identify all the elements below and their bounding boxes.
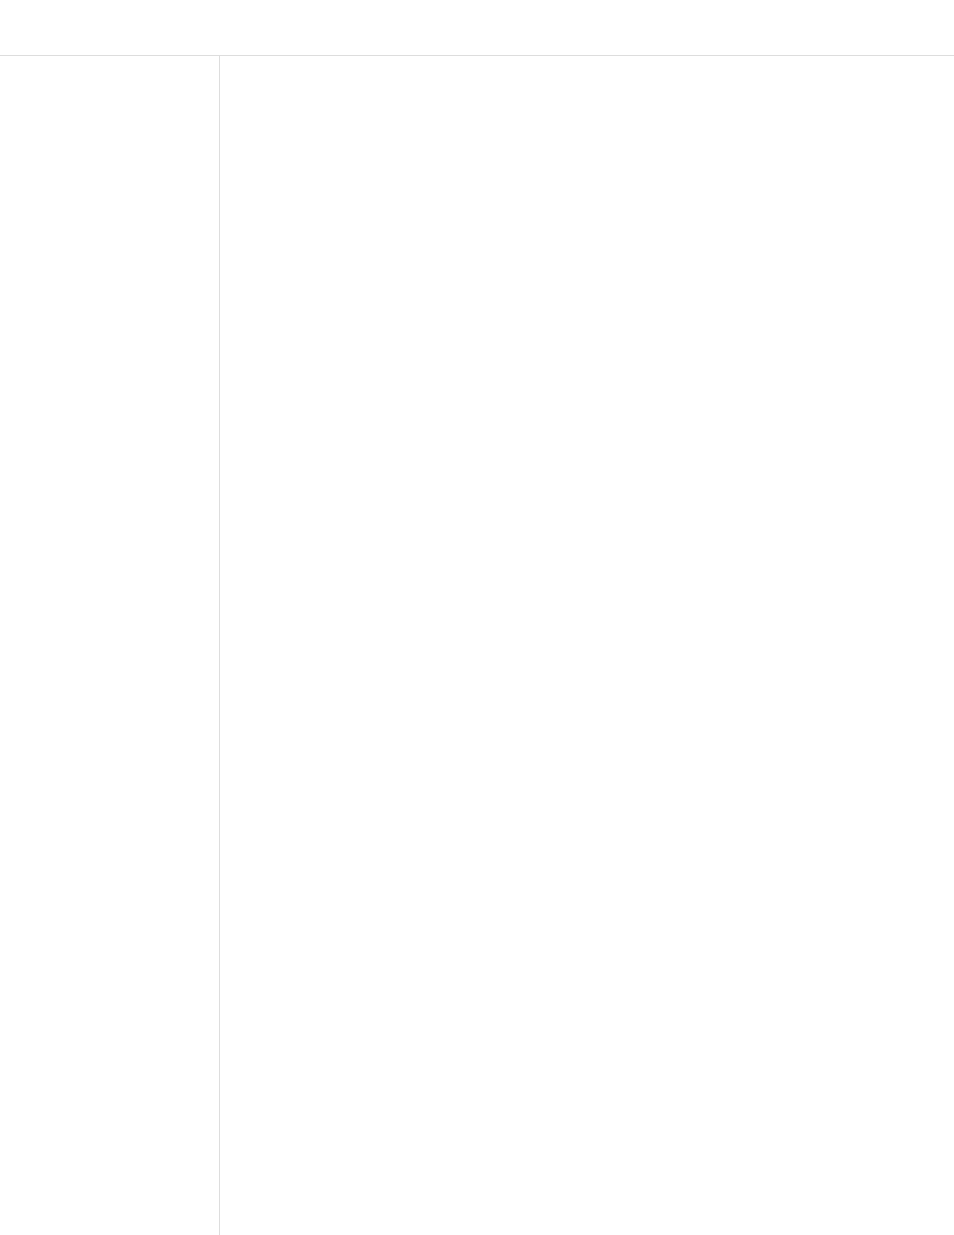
header	[0, 0, 954, 56]
page-body	[0, 56, 954, 1235]
main-content	[220, 56, 954, 1235]
sidebar	[0, 56, 220, 1235]
